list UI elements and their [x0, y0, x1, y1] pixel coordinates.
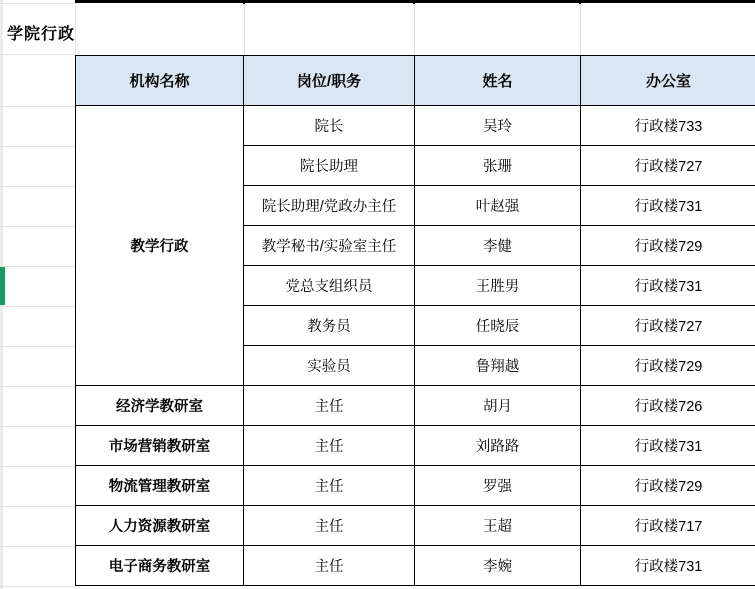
- cell-position[interactable]: 院长助理/党政办主任: [244, 186, 415, 226]
- header-cell-org[interactable]: 机构名称: [76, 56, 244, 106]
- cell-position[interactable]: 主任: [244, 546, 415, 586]
- section-title: 学院行政: [7, 26, 76, 43]
- cell-name[interactable]: 鲁翔越: [415, 346, 581, 386]
- cropped-table-above-border: [413, 0, 415, 4]
- header-cell-position[interactable]: 岗位/职务: [244, 56, 415, 106]
- cell-position[interactable]: 院长助理: [244, 146, 415, 186]
- cell-name[interactable]: 王超: [415, 506, 581, 546]
- cell-office[interactable]: 行政楼727: [581, 146, 755, 186]
- cell-position[interactable]: 主任: [244, 426, 415, 466]
- table-row: [76, 106, 755, 146]
- cell-org[interactable]: 物流管理教研室: [76, 466, 244, 506]
- cell-name[interactable]: 李婉: [415, 546, 581, 586]
- row-selection-indicator: [0, 267, 5, 305]
- cell-name[interactable]: 胡月: [415, 386, 581, 426]
- cell-office[interactable]: 行政楼729: [581, 226, 755, 266]
- cell-name[interactable]: 叶赵强: [415, 186, 581, 226]
- cell-name[interactable]: 吴玲: [415, 106, 581, 146]
- cropped-table-above-border: [243, 0, 245, 4]
- cell-office[interactable]: 行政楼731: [581, 186, 755, 226]
- cropped-table-above-border: [579, 0, 581, 4]
- cell-name[interactable]: 李健: [415, 226, 581, 266]
- header-cell-office[interactable]: 办公室: [581, 56, 755, 106]
- cell-name[interactable]: 任晓辰: [415, 306, 581, 346]
- cell-position[interactable]: 教务员: [244, 306, 415, 346]
- gridline: [0, 3, 75, 4]
- header-cell-name[interactable]: 姓名: [415, 56, 581, 106]
- cell-office[interactable]: 行政楼731: [581, 426, 755, 466]
- cell-position[interactable]: 主任: [244, 466, 415, 506]
- gridline: [244, 3, 245, 55]
- cell-office[interactable]: 行政楼731: [581, 266, 755, 306]
- cell-name[interactable]: 王胜男: [415, 266, 581, 306]
- table-row: [76, 386, 755, 426]
- table-row: [76, 466, 755, 506]
- gridline: [75, 3, 76, 55]
- cell-org[interactable]: 电子商务教研室: [76, 546, 244, 586]
- cell-office[interactable]: 行政楼729: [581, 466, 755, 506]
- gridline: [414, 3, 415, 55]
- cell-org[interactable]: 经济学教研室: [76, 386, 244, 426]
- cell-office[interactable]: 行政楼726: [581, 386, 755, 426]
- cell-position[interactable]: 主任: [244, 506, 415, 546]
- table-row: [76, 506, 755, 546]
- cell-office[interactable]: 行政楼731: [581, 546, 755, 586]
- cell-org[interactable]: 教学行政: [76, 106, 244, 386]
- cropped-table-above-border: [75, 0, 755, 3]
- table-row: [76, 546, 755, 586]
- cell-office[interactable]: 行政楼729: [581, 346, 755, 386]
- cell-name[interactable]: 刘路路: [415, 426, 581, 466]
- cell-name[interactable]: 罗强: [415, 466, 581, 506]
- administration-table: [75, 55, 755, 586]
- cell-position[interactable]: 实验员: [244, 346, 415, 386]
- header-row: [76, 56, 755, 106]
- left-margin-gridlines: [0, 106, 75, 588]
- cell-position[interactable]: 党总支组织员: [244, 266, 415, 306]
- cell-org[interactable]: 市场营销教研室: [76, 426, 244, 466]
- cell-position[interactable]: 院长: [244, 106, 415, 146]
- cell-office[interactable]: 行政楼717: [581, 506, 755, 546]
- cell-position[interactable]: 主任: [244, 386, 415, 426]
- cell-office[interactable]: 行政楼733: [581, 106, 755, 146]
- cell-position[interactable]: 教学秘书/实验室主任: [244, 226, 415, 266]
- cell-org[interactable]: 人力资源教研室: [76, 506, 244, 546]
- gridline: [0, 54, 75, 55]
- cell-office[interactable]: 行政楼727: [581, 306, 755, 346]
- cell-name[interactable]: 张珊: [415, 146, 581, 186]
- table-row: [76, 426, 755, 466]
- gridline: [580, 3, 581, 55]
